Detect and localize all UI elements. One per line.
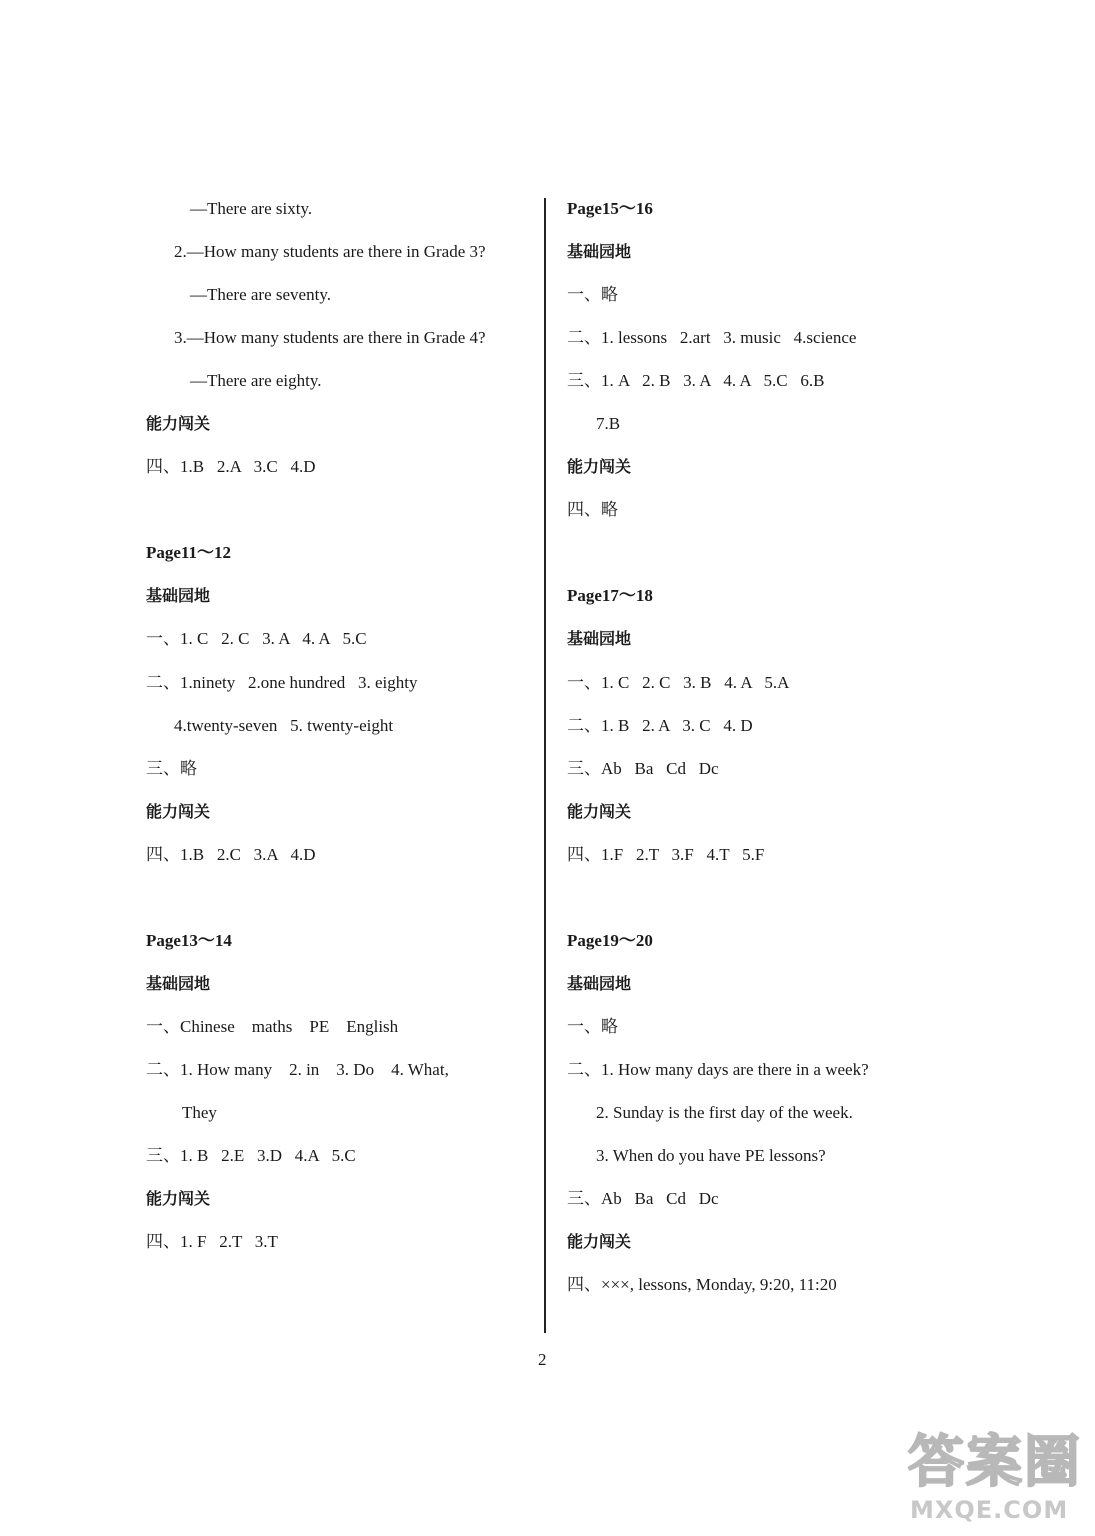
answer-line: —There are sixty. [190, 199, 313, 218]
answer-line: 二、1. B 2. A 3. C 4. D [567, 716, 753, 735]
page-range-heading: Page15～16 [567, 199, 653, 218]
page-range-heading: Page17～18 [567, 586, 653, 605]
answer-line: 四、1.F 2.T 3.F 4.T 5.F [567, 845, 765, 864]
answer-line: 一、略 [567, 1017, 618, 1036]
answer-line: They [182, 1103, 217, 1122]
answer-line: 二、1. How many 2. in 3. Do 4. What, [146, 1060, 449, 1079]
answer-line: 四、×××, lessons, Monday, 9:20, 11:20 [567, 1275, 837, 1294]
section-heading: 能力闯关 [567, 457, 632, 476]
answer-line: 7.B [596, 414, 621, 433]
answer-line: 三、略 [146, 759, 197, 778]
section-heading: 基础园地 [146, 974, 211, 993]
section-heading: 能力闯关 [567, 1232, 632, 1251]
answer-line: 四、1.B 2.C 3.A 4.D [146, 845, 316, 864]
answer-line: 一、Chinese maths PE English [146, 1017, 399, 1036]
column-divider [544, 198, 546, 1333]
answer-line: —There are seventy. [190, 285, 331, 304]
answer-line: 一、1. C 2. C 3. A 4. A 5.C [146, 629, 367, 648]
answer-line: 2. Sunday is the first day of the week. [596, 1103, 853, 1122]
section-heading: 基础园地 [567, 629, 632, 648]
watermark-logo [900, 1418, 1090, 1530]
section-heading: 能力闯关 [146, 1189, 211, 1208]
section-heading: 基础园地 [146, 586, 211, 605]
answer-line: 4.twenty-seven 5. twenty-eight [174, 716, 394, 735]
section-heading: 能力闯关 [567, 802, 632, 821]
page-range-heading: Page13～14 [146, 931, 232, 950]
answer-line: 二、1. How many days are there in a week? [567, 1060, 869, 1079]
page-number: 2 [538, 1350, 547, 1369]
section-heading: 基础园地 [567, 242, 632, 261]
answer-line: 2.—How many students are there in Grade 3? [174, 242, 486, 261]
answer-line: 三、Ab Ba Cd Dc [567, 1189, 719, 1208]
answer-line: 二、1.ninety 2.one hundred 3. eighty [146, 673, 418, 692]
answer-line: 四、1. F 2.T 3.T [146, 1232, 278, 1251]
answer-line: 一、1. C 2. C 3. B 4. A 5.A [567, 673, 790, 692]
answer-line: —There are eighty. [190, 371, 322, 390]
answer-line: 四、略 [567, 500, 618, 519]
answer-line: 三、1. A 2. B 3. A 4. A 5.C 6.B [567, 371, 825, 390]
section-heading: 能力闯关 [146, 414, 211, 433]
section-heading: 基础园地 [567, 974, 632, 993]
answer-line: 三、1. B 2.E 3.D 4.A 5.C [146, 1146, 356, 1165]
answer-line: 一、略 [567, 285, 618, 304]
answer-line: 四、1.B 2.A 3.C 4.D [146, 457, 316, 476]
answer-line: 3.—How many students are there in Grade 4? [174, 328, 486, 347]
answer-line: 3. When do you have PE lessons? [596, 1146, 826, 1165]
answer-line: 二、1. lessons 2.art 3. music 4.science [567, 328, 857, 347]
watermark-domain: MXQE.COM [910, 1496, 1069, 1524]
answer-line: 三、Ab Ba Cd Dc [567, 759, 719, 778]
section-heading: 能力闯关 [146, 802, 211, 821]
watermark-text: 答案圈 [908, 1430, 1082, 1495]
page-range-heading: Page11～12 [146, 543, 231, 562]
page-range-heading: Page19～20 [567, 931, 653, 950]
